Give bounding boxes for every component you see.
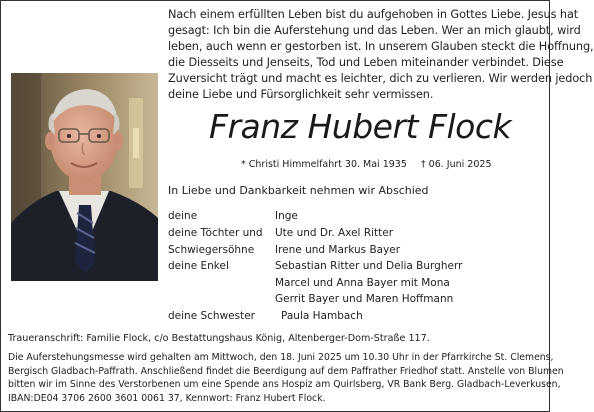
mourner-relation: deine Töchter und bbox=[168, 227, 263, 239]
mourner-relation: deine bbox=[168, 210, 198, 222]
notice-line: bitten wir im Sinne des Verstorbenen um eine Spende ans Hospiz am Quirlsberg, VR Bank Berg. Gladbach-Leverkusen, bbox=[8, 379, 561, 390]
verse-line: gesagt: Ich bin die Auferstehung und das Leben. Wer an mich glaubt, wird bbox=[168, 24, 581, 37]
mourner-names: Sebastian Ritter und Delia Burgherr bbox=[275, 260, 463, 272]
verse-line: Zuversicht trägt und macht es leichter, dich zu verlieren. Wir werden jedoch bbox=[168, 72, 593, 85]
verse-line: die Diesseits und Jenseits, Tod und Leben miteinander verbindet. Diese bbox=[168, 56, 564, 69]
deceased-name: Franz Hubert Flock bbox=[209, 107, 512, 146]
verse-line: Nach einem erfüllten Leben bist du aufgehoben in Gottes Liebe. Jesus hat bbox=[168, 8, 579, 21]
notice-line: Bergisch Gladbach-Paffrath. Anschließend findet die Beerdigung auf dem Paffrather Friedhof statt. Anstelle von Blumen bbox=[8, 365, 564, 377]
service-notice bbox=[8, 351, 564, 405]
verse-line: deine Liebe und Fürsorglichkeit sehr vermissen. bbox=[168, 88, 434, 101]
notice-line: Die Auferstehungsmesse wird gehalten am Mittwoch, den 18. Juni 2025 um 10.30 Uhr in der Pfarrkirche St. Clemens, bbox=[8, 352, 554, 363]
portrait-photo bbox=[11, 73, 158, 281]
mourner-relation: Schwiegersöhne bbox=[168, 244, 255, 256]
mourner-names: Irene und Markus Bayer bbox=[275, 244, 401, 256]
mourner-relation: deine Schwester bbox=[168, 310, 255, 322]
farewell-line: In Liebe und Dankbarkeit nehmen wir Abschied bbox=[168, 184, 429, 197]
mourner-names: Paula Hambach bbox=[281, 310, 363, 322]
verse-line: leben, auch wenn er gestorben ist. In unserem Glauben steckt die Hoffnung, bbox=[168, 40, 594, 53]
memorial-verse bbox=[168, 7, 594, 103]
mourner-names: Gerrit Bayer und Maren Hoffmann bbox=[275, 293, 454, 305]
death-date: † 06. Juni 2025 bbox=[420, 159, 492, 170]
mourner-relation: deine Enkel bbox=[168, 260, 229, 272]
mourner-names: Ute und Dr. Axel Ritter bbox=[275, 227, 394, 239]
birth-date: * Christi Himmelfahrt 30. Mai 1935 bbox=[241, 159, 407, 170]
notice-line: IBAN:DE04 3706 2600 3601 0061 37, Kennwort: Franz Hubert Flock. bbox=[8, 392, 326, 404]
mourner-names: Marcel und Anna Bayer mit Mona bbox=[275, 277, 450, 289]
condolence-address: Traueranschrift: Familie Flock, c/o Bestattungshaus König, Altenberger-Dom-Straße 117. bbox=[8, 333, 430, 344]
life-dates bbox=[241, 159, 491, 170]
mourner-names: Inge bbox=[275, 210, 298, 222]
